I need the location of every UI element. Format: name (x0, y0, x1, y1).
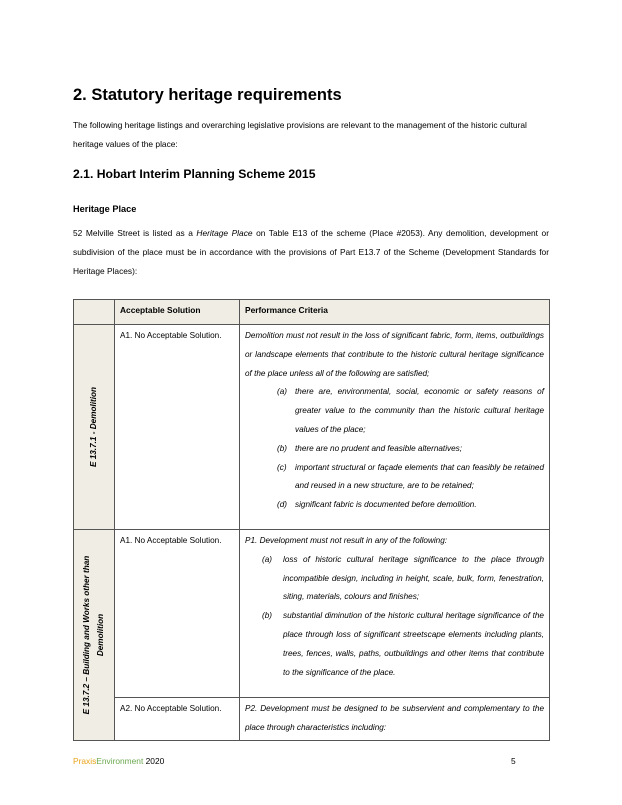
header-blank-cell (74, 300, 115, 325)
brand-environment: Environment (96, 756, 144, 766)
criteria-intro: P1. Development must not result in any of the following: (245, 536, 448, 545)
header-acceptable-solution: Acceptable Solution (115, 300, 240, 325)
item-label: (a) (277, 387, 288, 397)
criteria-item (245, 459, 544, 497)
table-header-row (74, 300, 550, 325)
item-label: (c) (277, 462, 287, 472)
item-label: (b) (277, 443, 288, 453)
criteria-intro: Demolition must not result in the loss of significant fabric, form, items, outbuildings or landscape elements that contribute to the historic cultural heritage significance of the place unless all of the following are satisfied; (245, 331, 544, 378)
side-label-building-works (80, 555, 108, 714)
side-label-demolition: E 13.7.1 - Demolition (89, 386, 98, 468)
side-label-line-1: E 13.7.2 – Building and Works other than (82, 555, 91, 715)
item-text: important structural or façade elements that can feasibly be retained and reused in a new structure, are to be retained; (295, 462, 544, 491)
criteria-item (245, 440, 544, 459)
criteria-item (245, 551, 544, 607)
criteria-intro: P2. Development must be designed to be subservient and complementary to the place through characteristics including: (245, 704, 544, 732)
intro-paragraph: The following heritage listings and overarching legislative provisions are relevant to the management of the historic cultural heritage values of the place: (73, 120, 527, 149)
table-row-demolition (74, 325, 550, 530)
brand-praxis: Praxis (73, 756, 97, 766)
acceptable-solution-cell (115, 325, 240, 530)
acceptable-solution-text: A1. No Acceptable Solution. (120, 331, 222, 340)
item-text: there are, environmental, social, economic or safety reasons of greater value to the community than the historic cultural heritage values of the place; (295, 387, 544, 434)
side-label-cell (74, 325, 115, 530)
performance-criteria-cell (240, 698, 550, 741)
heritage-place-paragraph (73, 224, 549, 281)
item-text: significant fabric is documented before demolition. (295, 500, 477, 510)
side-label-line-2: Demolition (96, 613, 105, 656)
paragraph-text-after: on Table E13 of the scheme (Place #2053). Any demolition, development or subdivision of the place must be in accordance with the provisions of Part E13.7 of the Scheme (Development Standards for Heritage Places): (73, 228, 549, 276)
criteria-item (245, 496, 544, 515)
heritage-place-heading: Heritage Place (73, 204, 137, 214)
criteria-item (245, 607, 544, 682)
item-text: substantial diminution of the historic cultural heritage significance of the place through loss of significant streetscape elements including plants, trees, fences, walls, paths, outbuildings and other items that contribute to the significance of the place. (283, 611, 544, 677)
acceptable-solution-cell (115, 698, 240, 741)
subsection-heading: 2.1. Hobart Interim Planning Scheme 2015 (73, 167, 316, 181)
paragraph-emphasis: Heritage Place (196, 228, 253, 238)
item-label: (a) (262, 554, 273, 564)
performance-criteria-cell (240, 530, 550, 698)
development-standards-table (73, 299, 550, 741)
footer-brand (73, 756, 164, 766)
acceptable-solution-text: A1. No Acceptable Solution. (120, 536, 222, 545)
acceptable-solution-text: A2. No Acceptable Solution. (120, 704, 222, 713)
table-row-building-works (74, 530, 550, 698)
section-heading: 2. Statutory heritage requirements (73, 86, 342, 104)
item-text: there are no prudent and feasible alternatives; (295, 443, 463, 453)
item-label: (b) (262, 611, 273, 621)
acceptable-solution-cell (115, 530, 240, 698)
footer-year: 2020 (143, 756, 165, 766)
item-text: loss of historic cultural heritage significance to the place through incompatible design, including in height, scale, bulk, form, fenestration, siting, materials, colours and finishes; (283, 554, 544, 602)
side-label-cell (74, 530, 115, 741)
header-performance-criteria: Performance Criteria (240, 300, 550, 325)
table-row-building-works-a2 (74, 698, 550, 741)
page-number: 5 (511, 756, 516, 766)
performance-criteria-cell (240, 325, 550, 530)
paragraph-text-before: 52 Melville Street is listed as a (73, 228, 197, 238)
item-label: (d) (277, 500, 288, 510)
criteria-item (245, 383, 544, 439)
